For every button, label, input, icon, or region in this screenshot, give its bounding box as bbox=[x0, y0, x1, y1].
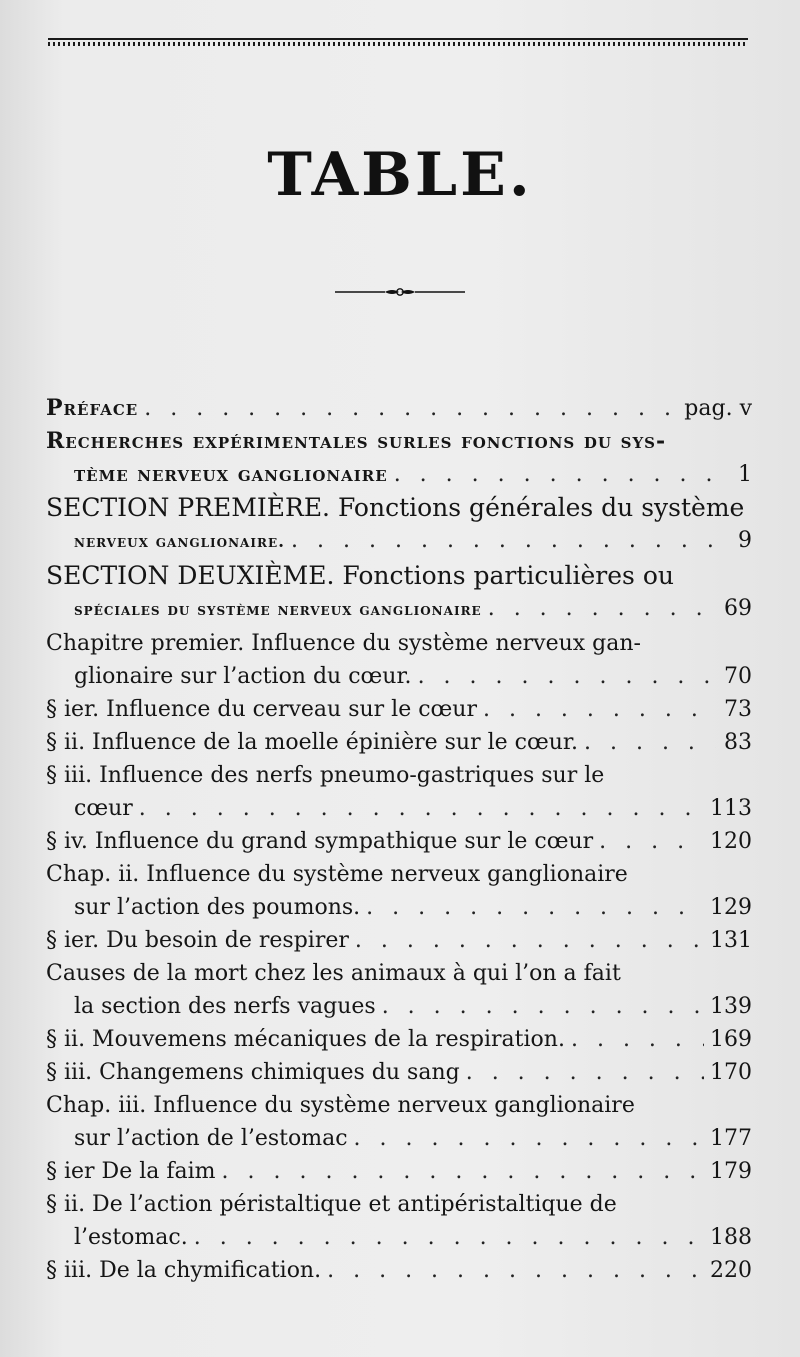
dot-leader bbox=[144, 392, 678, 425]
table-of-contents bbox=[46, 392, 752, 1287]
entry-text: nerveux ganglionaire. bbox=[74, 532, 286, 552]
entry-text: Causes de la mort chez les animaux à qui l’on a fait bbox=[46, 961, 621, 986]
entry-text: tème nerveux ganglionaire bbox=[74, 461, 388, 487]
toc-line bbox=[46, 1155, 752, 1188]
toc-entry bbox=[46, 425, 752, 491]
entry-text: l’estomac. bbox=[74, 1225, 188, 1250]
toc-entry bbox=[46, 392, 752, 425]
entry-text: § iii. Influence des nerfs pneumo-gastriques sur le bbox=[46, 763, 605, 788]
entry-text: sur l’action des poumons. bbox=[74, 895, 361, 920]
page-number: 9 bbox=[738, 528, 752, 553]
entry-text: Recherches expérimentales surles fonctions du sys- bbox=[46, 428, 667, 454]
entry-text: glionaire sur l’action du cœur. bbox=[74, 664, 412, 689]
page-number: 113 bbox=[710, 796, 752, 821]
toc-line bbox=[46, 1221, 752, 1254]
toc-line bbox=[46, 627, 752, 660]
entry-text: cœur bbox=[74, 796, 133, 821]
entry-text: § ii. Mouvemens mécaniques de la respiration. bbox=[46, 1027, 565, 1052]
toc-entry bbox=[46, 1155, 752, 1188]
toc-entry bbox=[46, 627, 752, 693]
toc-entry bbox=[46, 1254, 752, 1287]
entry-text: la section des nerfs vagues bbox=[74, 994, 376, 1019]
toc-entry bbox=[46, 1089, 752, 1155]
entry-text: § ii. De l’action péristaltique et antipéristaltique de bbox=[46, 1192, 617, 1217]
dot-leader bbox=[483, 693, 716, 726]
page-number: 169 bbox=[710, 1027, 752, 1052]
toc-line bbox=[46, 957, 752, 990]
entry-text: § iii. De la chymification. bbox=[46, 1258, 322, 1283]
toc-entry bbox=[46, 825, 752, 858]
toc-line bbox=[46, 1188, 752, 1221]
page-number: 1 bbox=[738, 462, 752, 487]
toc-entry bbox=[46, 559, 752, 627]
page-number: 131 bbox=[710, 928, 752, 953]
toc-entry bbox=[46, 1023, 752, 1056]
page-number: 139 bbox=[710, 994, 752, 1019]
toc-entry bbox=[46, 924, 752, 957]
page-title: TABLE. bbox=[267, 140, 533, 210]
toc-line bbox=[46, 491, 752, 524]
dot-leader bbox=[366, 891, 704, 924]
page-number: 188 bbox=[710, 1225, 752, 1250]
toc-entry bbox=[46, 491, 752, 559]
entry-text: Chapitre premier. Influence du système nerveux gan- bbox=[46, 631, 641, 656]
entry-text: SECTION DEUXIÈME. Fonctions particulières ou bbox=[46, 561, 674, 590]
toc-line bbox=[46, 458, 752, 491]
entry-text: SECTION PREMIÈRE. Fonctions générales du système bbox=[46, 493, 745, 522]
toc-line bbox=[46, 924, 752, 957]
entry-text: sur l’action de l’estomac bbox=[74, 1126, 348, 1151]
dot-leader bbox=[418, 660, 716, 693]
toc-line bbox=[46, 425, 752, 458]
dot-leader bbox=[355, 924, 704, 957]
page-number: 220 bbox=[710, 1258, 752, 1283]
entry-text: Préface bbox=[46, 395, 139, 421]
dot-leader bbox=[571, 1023, 704, 1056]
toc-entry bbox=[46, 957, 752, 1023]
toc-entry bbox=[46, 1188, 752, 1254]
toc-line bbox=[46, 1056, 752, 1089]
toc-line bbox=[46, 1089, 752, 1122]
entry-text: spéciales du système nerveux ganglionaire bbox=[74, 600, 482, 620]
toc-line bbox=[46, 1122, 752, 1155]
toc-entry bbox=[46, 726, 752, 759]
page-number: 170 bbox=[710, 1060, 752, 1085]
entry-text: § ii. Influence de la moelle épinière sur le cœur. bbox=[46, 730, 578, 755]
page-number: 73 bbox=[724, 697, 752, 722]
toc-entry bbox=[46, 693, 752, 726]
toc-entry bbox=[46, 1056, 752, 1089]
page-number: 177 bbox=[710, 1126, 752, 1151]
entry-text: § ier. Influence du cerveau sur le cœur bbox=[46, 697, 477, 722]
dot-leader bbox=[139, 792, 704, 825]
page-number: 129 bbox=[710, 895, 752, 920]
dot-leader bbox=[584, 726, 716, 759]
page-number: 179 bbox=[710, 1159, 752, 1184]
dot-leader bbox=[327, 1254, 704, 1287]
dot-leader bbox=[382, 990, 704, 1023]
page-number: 120 bbox=[710, 829, 752, 854]
entry-text: Chap. ii. Influence du système nerveux ganglionaire bbox=[46, 862, 628, 887]
page-number: 70 bbox=[724, 664, 752, 689]
dot-leader bbox=[394, 458, 716, 491]
toc-line bbox=[46, 825, 752, 858]
toc-line bbox=[46, 392, 752, 425]
toc-line bbox=[46, 891, 752, 924]
entry-text: § ier De la faim bbox=[46, 1159, 216, 1184]
toc-line bbox=[46, 660, 752, 693]
toc-line bbox=[46, 1254, 752, 1287]
toc-line bbox=[46, 990, 752, 1023]
toc-line bbox=[46, 524, 752, 559]
toc-line bbox=[46, 1023, 752, 1056]
dot-leader bbox=[488, 592, 716, 625]
toc-line bbox=[46, 592, 752, 627]
toc-line bbox=[46, 792, 752, 825]
toc-line bbox=[46, 726, 752, 759]
toc-entry bbox=[46, 858, 752, 924]
toc-line bbox=[46, 759, 752, 792]
toc-line bbox=[46, 559, 752, 592]
entry-text: Chap. iii. Influence du système nerveux ganglionaire bbox=[46, 1093, 635, 1118]
show-through-text bbox=[310, 80, 790, 420]
dot-leader bbox=[466, 1056, 704, 1089]
ornament-divider-icon bbox=[335, 286, 465, 298]
entry-text: § iii. Changemens chimiques du sang bbox=[46, 1060, 460, 1085]
dot-leader bbox=[291, 524, 716, 557]
page-number: pag. v bbox=[684, 396, 752, 421]
decorative-rule bbox=[48, 38, 748, 48]
dot-leader bbox=[354, 1122, 704, 1155]
page-number: 83 bbox=[724, 730, 752, 755]
entry-text: § iv. Influence du grand sympathique sur le cœur bbox=[46, 829, 594, 854]
dot-leader bbox=[194, 1221, 704, 1254]
dot-leader bbox=[599, 825, 704, 858]
entry-text: § ier. Du besoin de respirer bbox=[46, 928, 349, 953]
dot-leader bbox=[222, 1155, 704, 1188]
page-number: 69 bbox=[724, 596, 752, 621]
toc-entry bbox=[46, 759, 752, 825]
toc-line bbox=[46, 693, 752, 726]
toc-line bbox=[46, 858, 752, 891]
